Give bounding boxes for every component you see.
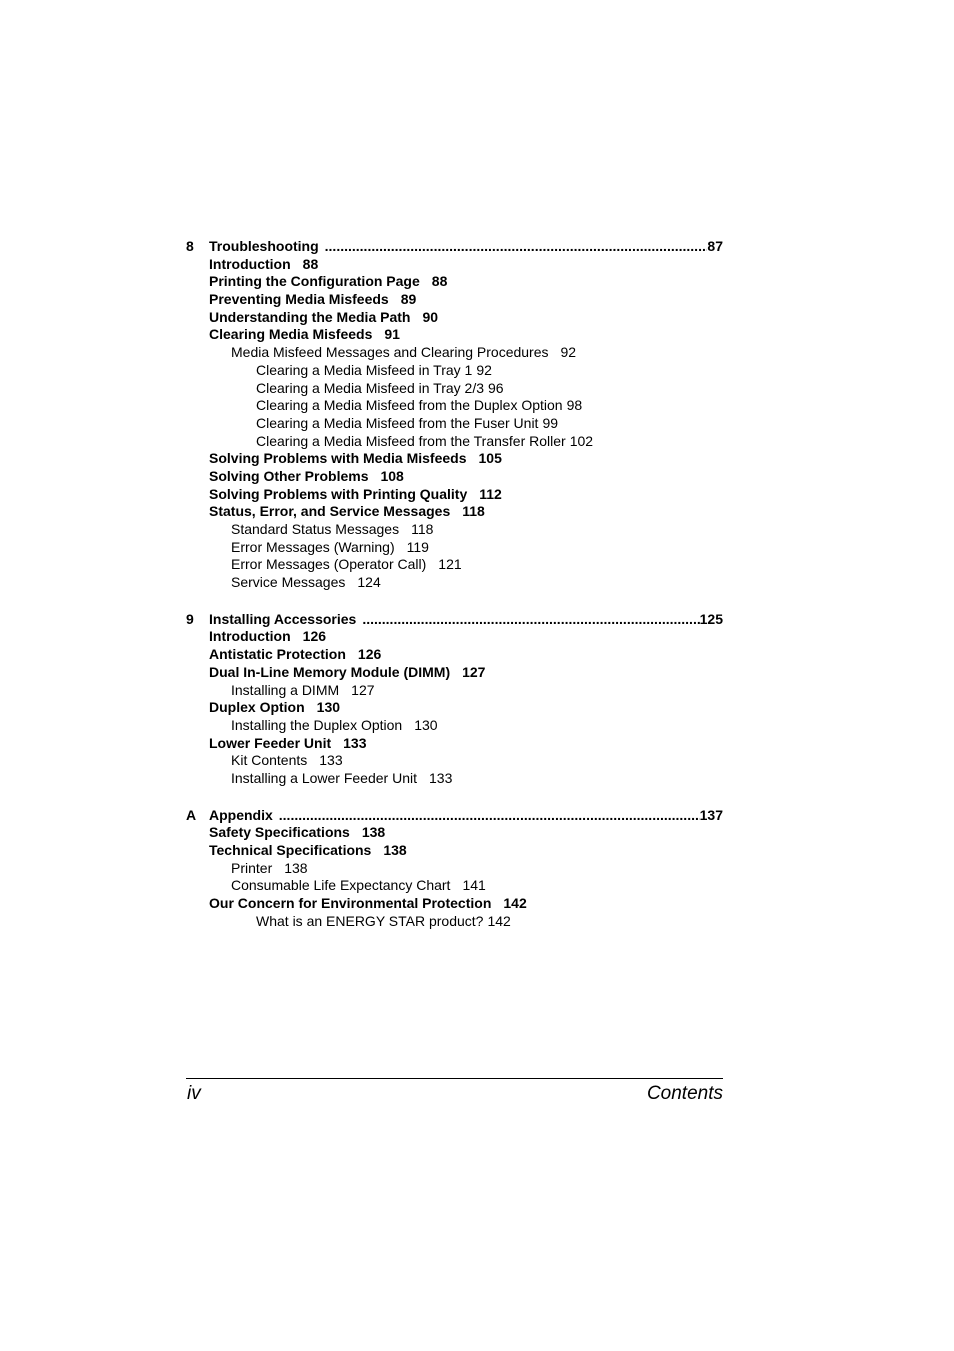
toc-entry-title: Kit Contents [231, 752, 308, 769]
toc-entry-page: 126 [357, 646, 382, 663]
toc-entry-page: 133 [319, 752, 343, 769]
toc-entry[interactable] [186, 717, 723, 735]
toc-entry-title: Clearing a Media Misfeed from the Duplex Option [256, 397, 563, 414]
toc-entry-page: 118 [462, 503, 485, 520]
toc-entry-page: 127 [462, 663, 486, 680]
toc-entry[interactable] [186, 362, 723, 380]
toc-entry[interactable] [186, 699, 723, 717]
table-of-contents [186, 238, 723, 949]
toc-entry-page: 99 [542, 414, 559, 431]
toc-entry[interactable] [186, 574, 723, 592]
toc-entry-title: Clearing Media Misfeeds [209, 326, 373, 343]
toc-entry[interactable] [186, 913, 723, 931]
toc-entry-page: 92 [560, 344, 577, 361]
toc-entry[interactable] [186, 682, 723, 700]
toc-entry[interactable] [186, 380, 723, 398]
toc-entry[interactable] [186, 415, 723, 433]
toc-entry-title: Standard Status Messages [231, 521, 400, 537]
toc-entry-page: 118 [411, 521, 434, 537]
toc-entry[interactable] [186, 433, 723, 451]
toc-entry-page: 124 [357, 574, 381, 591]
toc-entry-title: Clearing a Media Misfeed from the Fuser Unit [256, 414, 539, 431]
toc-entry-title: Dual In-Line Memory Module (DIMM) [209, 663, 451, 680]
toc-entry-title: Understanding the Media Path [209, 308, 411, 325]
footer-rule [186, 1078, 723, 1079]
toc-entry-page: 105 [478, 450, 502, 467]
toc-entry[interactable] [186, 664, 723, 682]
toc-entry[interactable] [186, 860, 723, 878]
toc-entry-page: 142 [487, 912, 511, 929]
dot-leader [279, 807, 700, 825]
toc-entry-page: 108 [380, 467, 404, 484]
toc-entry-title: What is an ENERGY STAR product? [256, 912, 484, 929]
toc-entry-title: Solving Other Problems [209, 467, 369, 484]
toc-entry[interactable] [186, 309, 723, 327]
toc-entry-title: Status, Error, and Service Messages [209, 503, 451, 520]
toc-chapter [186, 238, 723, 592]
toc-entry-page: 88 [302, 255, 319, 272]
toc-entry-title: Printer [231, 859, 273, 876]
toc-entry-title: Error Messages (Warning) [231, 538, 395, 555]
toc-entry-title: Introduction [209, 628, 291, 645]
footer-section-title: Contents [646, 1083, 723, 1104]
toc-entry-title: Clearing a Media Misfeed from the Transfer Roller [256, 432, 566, 449]
toc-entry-title: Lower Feeder Unit [209, 734, 332, 751]
chapter-number: 8 [186, 238, 194, 254]
toc-entry[interactable] [186, 770, 723, 788]
toc-entry-page: 127 [351, 681, 375, 698]
toc-entry-title: Preventing Media Misfeeds [209, 291, 389, 308]
toc-entry[interactable] [186, 628, 723, 646]
toc-entry-page: 138 [284, 859, 308, 876]
toc-entry-page: 138 [361, 824, 386, 841]
toc-entry-title: Our Concern for Environmental Protection [209, 895, 492, 912]
toc-entry-page: 88 [431, 273, 448, 290]
toc-chapter-heading[interactable] [186, 611, 723, 629]
toc-entry[interactable] [186, 344, 723, 362]
toc-entry-page: 133 [343, 734, 367, 751]
toc-entry-title: Solving Problems with Printing Quality [209, 485, 468, 502]
chapter-page-number: 137 [699, 806, 723, 823]
dot-leader [325, 238, 708, 256]
toc-entry-title: Printing the Configuration Page [209, 273, 420, 290]
chapter-number: A [186, 806, 197, 823]
toc-entry[interactable] [186, 539, 723, 557]
toc-entry[interactable] [186, 824, 723, 842]
toc-entry-page: 96 [488, 379, 504, 396]
toc-entry-page: 89 [400, 291, 417, 308]
dot-leader [362, 611, 699, 629]
toc-chapter [186, 807, 723, 931]
chapter-title: Troubleshooting [209, 238, 319, 254]
toc-entry[interactable] [186, 895, 723, 913]
toc-entry[interactable] [186, 521, 723, 539]
toc-chapter-heading[interactable] [186, 807, 723, 825]
toc-entry[interactable] [186, 752, 723, 770]
toc-entry-title: Technical Specifications [209, 842, 372, 858]
toc-entry[interactable] [186, 256, 723, 274]
toc-entry[interactable] [186, 877, 723, 895]
toc-entry-title: Consumable Life Expectancy Chart [231, 877, 451, 894]
toc-entry-page: 141 [462, 877, 486, 894]
chapter-title: Appendix [209, 806, 273, 823]
toc-chapter-heading[interactable] [186, 238, 723, 256]
toc-entry-title: Service Messages [231, 574, 346, 591]
toc-entry-page: 126 [302, 628, 327, 645]
toc-entry[interactable] [186, 646, 723, 664]
toc-entry-page: 92 [476, 361, 492, 378]
toc-entry[interactable] [186, 468, 723, 486]
chapter-page-number: 125 [699, 610, 723, 627]
toc-entry[interactable] [186, 735, 723, 753]
toc-entry-title: Media Misfeed Messages and Clearing Procedures [231, 344, 549, 361]
toc-entry-title: Safety Specifications [209, 824, 350, 841]
toc-entry-page: 130 [414, 716, 438, 733]
toc-entry-title: Clearing a Media Misfeed in Tray 2/3 [256, 379, 484, 396]
toc-entry-page: 102 [569, 432, 594, 449]
toc-entry-page: 119 [406, 538, 429, 555]
toc-entry[interactable] [186, 326, 723, 344]
toc-chapter [186, 611, 723, 788]
toc-entry-page: 112 [479, 485, 502, 502]
toc-entry-page: 142 [503, 895, 527, 912]
toc-entry-page: 98 [566, 397, 583, 414]
toc-entry-page: 121 [438, 556, 462, 573]
toc-entry-title: Installing the Duplex Option [231, 716, 403, 733]
toc-entry-title: Introduction [209, 255, 291, 272]
toc-entry[interactable] [186, 273, 723, 291]
chapter-title: Installing Accessories [209, 610, 357, 627]
toc-entry[interactable] [186, 556, 723, 574]
toc-entry[interactable] [186, 397, 723, 415]
toc-entry[interactable] [186, 486, 723, 504]
toc-entry-page: 133 [429, 769, 453, 786]
toc-entry-page: 138 [383, 842, 407, 858]
toc-entry-title: Duplex Option [209, 699, 305, 716]
toc-entry[interactable] [186, 503, 723, 521]
toc-entry-title: Installing a DIMM [231, 681, 340, 698]
toc-entry-title: Clearing a Media Misfeed in Tray 1 [256, 361, 473, 378]
toc-entry-title: Error Messages (Operator Call) [231, 556, 427, 573]
toc-entry[interactable] [186, 291, 723, 309]
toc-entry-title: Antistatic Protection [209, 646, 346, 663]
footer-page-number: iv [187, 1083, 201, 1104]
toc-entry-page: 130 [316, 699, 341, 716]
toc-entry-page: 91 [384, 326, 400, 343]
chapter-page-number: 87 [707, 238, 723, 254]
chapter-number: 9 [186, 610, 194, 627]
toc-entry[interactable] [186, 842, 723, 860]
toc-entry-title: Solving Problems with Media Misfeeds [209, 450, 467, 467]
toc-entry-title: Installing a Lower Feeder Unit [231, 769, 417, 786]
toc-entry[interactable] [186, 450, 723, 468]
toc-entry-page: 90 [422, 308, 439, 325]
